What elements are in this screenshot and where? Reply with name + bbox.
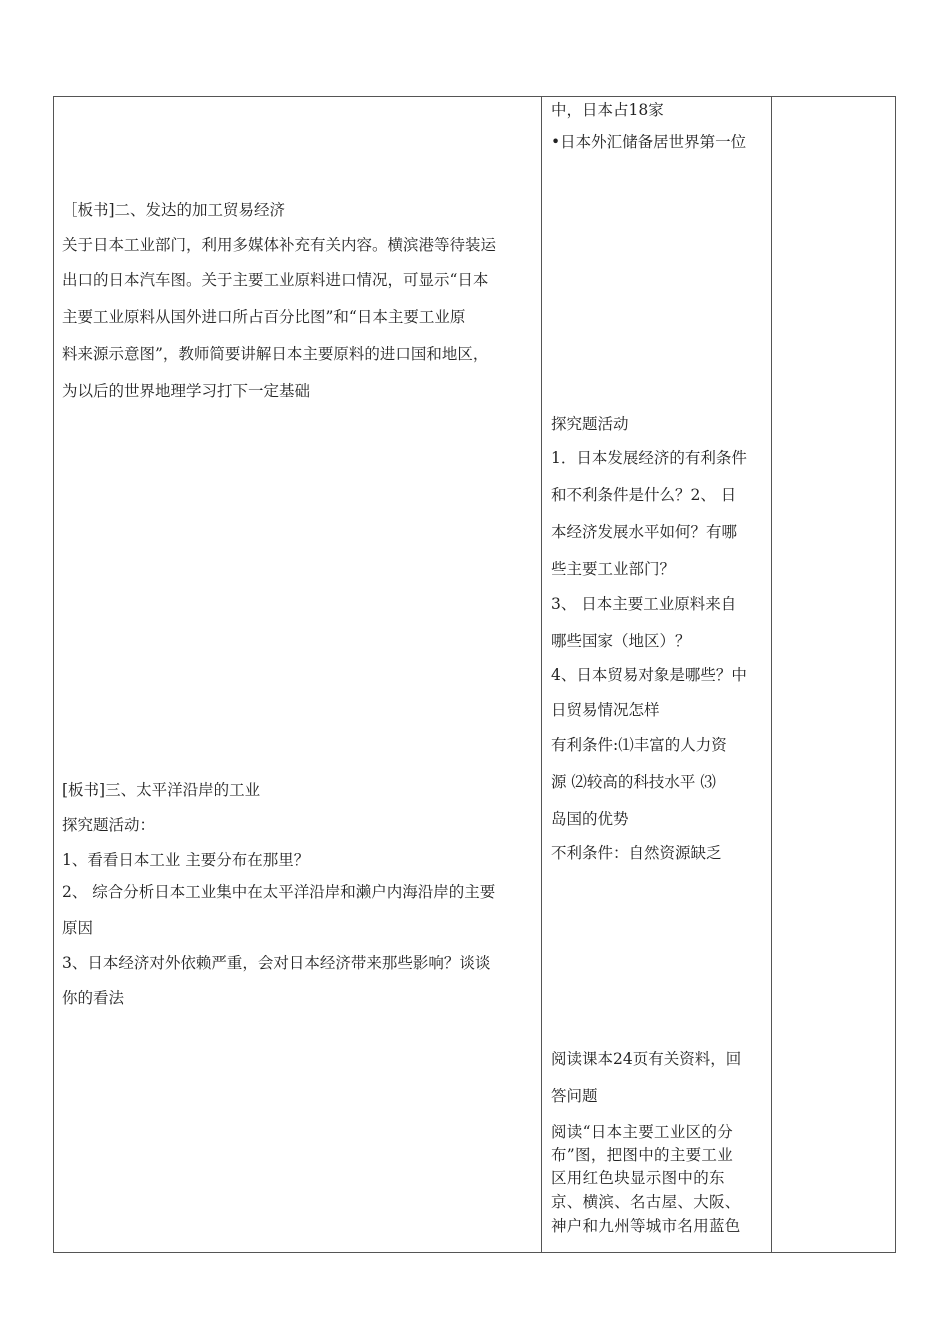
column-divider bbox=[541, 96, 542, 1253]
section-heading: ［板书]二、发达的加工贸易经济 bbox=[62, 201, 286, 219]
activity-line: 1．日本发展经济的有利条件 bbox=[551, 449, 747, 467]
section-heading: [板书]三、太平洋沿岸的工业 bbox=[62, 781, 261, 799]
reading-line: 布”图，把图中的主要工业 bbox=[551, 1146, 734, 1164]
paragraph-line: 为以后的世界地理学习打下一定基础 bbox=[62, 382, 311, 400]
question-line: 原因 bbox=[62, 919, 94, 937]
reading-line: 区用红色块显示图中的东 bbox=[551, 1169, 725, 1187]
reading-line: 神户和九州等城市名用蓝色 bbox=[551, 1217, 741, 1235]
activity-heading: 探究题活动 bbox=[551, 415, 629, 433]
reading-line: 阅读课本24页有关资料，回 bbox=[551, 1050, 742, 1068]
activity-line: 源 ⑵较高的科技水平 ⑶ bbox=[551, 773, 716, 791]
question-line: 2、 综合分析日本工业集中在太平洋沿岸和濑户内海沿岸的主要 bbox=[62, 883, 496, 901]
activity-line: 日贸易情况怎样 bbox=[551, 701, 660, 719]
activity-line: 岛国的优势 bbox=[551, 810, 629, 828]
activity-line: 4、日本贸易对象是哪些？中 bbox=[551, 666, 747, 684]
notes-column bbox=[772, 97, 894, 1252]
activity-line: 不利条件：自然资源缺乏 bbox=[551, 844, 722, 862]
activity-line: 有利条件:⑴丰富的人力资 bbox=[551, 736, 727, 754]
question-line: 你的看法 bbox=[62, 989, 125, 1007]
activity-line: 本经济发展水平如何？有哪 bbox=[551, 523, 738, 541]
activity-heading: 探究题活动： bbox=[62, 816, 156, 834]
activity-line: 哪些国家（地区）？ bbox=[551, 632, 691, 650]
reading-line: 答问题 bbox=[551, 1087, 598, 1105]
paragraph-line: 主要工业原料从国外进口所占百分比图”和“日本主要工业原 bbox=[62, 308, 466, 326]
fact-line: •日本外汇储备居世界第一位 bbox=[551, 133, 747, 151]
reading-line: 阅读“日本主要工业区的分 bbox=[551, 1123, 734, 1141]
activity-line: 和不利条件是什么？2、 日 bbox=[551, 486, 737, 504]
paragraph-line: 料来源示意图”，教师简要讲解日本主要原料的进口国和地区， bbox=[62, 345, 489, 363]
question-line: 1、看看日本工业 主要分布在那里？ bbox=[62, 851, 310, 869]
paragraph-line: 出口的日本汽车图。关于主要工业原料进口情况，可显示“日本 bbox=[62, 271, 489, 289]
activity-line: 3、 日本主要工业原料来自 bbox=[551, 595, 737, 613]
question-line: 3、日本经济对外依赖严重，会对日本经济带来那些影响？谈谈 bbox=[62, 954, 491, 972]
reading-line: 京、横滨、名古屋、大阪、 bbox=[551, 1193, 741, 1211]
fact-line: 中，日本占18家 bbox=[551, 101, 664, 119]
paragraph-line: 关于日本工业部门，利用多媒体补充有关内容。横滨港等待装运 bbox=[62, 236, 497, 254]
activity-line: 些主要工业部门？ bbox=[551, 560, 676, 578]
